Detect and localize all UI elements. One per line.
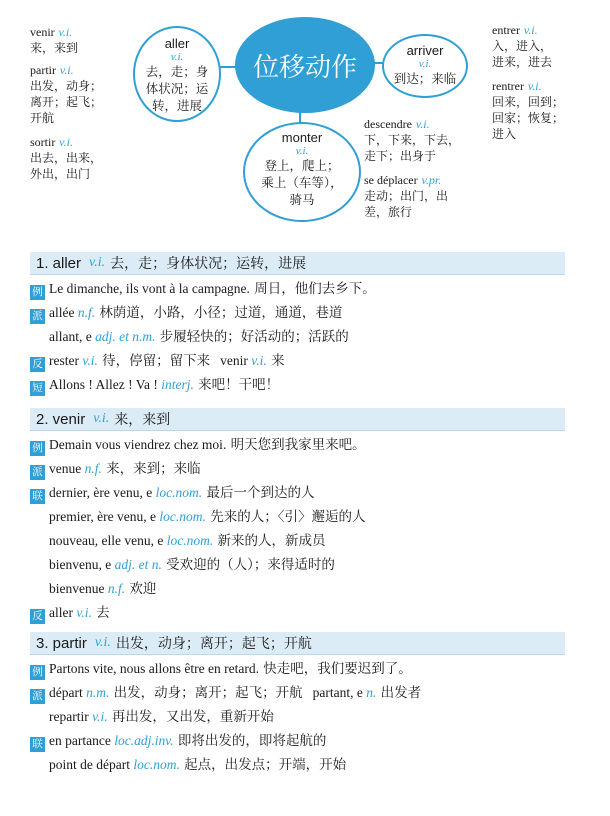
side-word: entrer [492, 23, 520, 37]
entry-pos: v.i. [93, 411, 110, 426]
entry-pos: v.i. [89, 255, 106, 270]
side-pos: v.i. [58, 25, 73, 39]
row-tag: 例 [30, 441, 45, 456]
row-chinese: 步履轻快的；好活动的；活跃的 [155, 329, 349, 345]
row-pos: v.i. [76, 605, 92, 620]
row-french: point de départ [49, 757, 134, 772]
row-chinese: 最后一个到达的人 [202, 485, 315, 501]
side-word: partir [30, 63, 56, 77]
entry-definition: 来，来到 [114, 412, 171, 428]
row-chinese: 来，来到；来临 [101, 461, 201, 477]
bubble-aller [133, 26, 221, 122]
row-tag: 例 [30, 665, 45, 680]
row-french: partant, e [312, 685, 367, 700]
bubble-word: aller [164, 36, 190, 51]
bubble-pos: v.i. [295, 145, 309, 157]
row-pos: interj. [161, 377, 194, 392]
side-word: sortir [30, 135, 56, 149]
bubble-pos: v.i. [418, 58, 432, 70]
row-tag: 短 [30, 381, 45, 396]
row-pos: n.m. [86, 685, 110, 700]
row-pos: v.i. [82, 353, 98, 368]
side-def-line: 出发，动身； [30, 79, 103, 93]
entry-headword: 1. aller [36, 254, 82, 272]
row-tag: 派 [30, 309, 45, 324]
row-chinese: 受欢迎的（人）；来得适时的 [161, 557, 335, 573]
row-french: Le dimanche, ils vont à la campagne. [49, 281, 250, 296]
side-entry-rentrer [492, 78, 564, 142]
row-pos: n. [366, 685, 377, 700]
side-word: se déplacer [364, 173, 418, 187]
side-entry-entrer [492, 22, 552, 70]
bubble-pos: v.i. [170, 51, 184, 63]
mindmap-center: 位移动作 [235, 17, 375, 113]
row-french: en partance [49, 733, 115, 748]
row-pos: loc.adj.inv. [114, 733, 174, 748]
row-chinese: 出发者 [376, 685, 422, 701]
row-chinese: 新来的人，新成员 [213, 533, 326, 549]
entry-row [30, 376, 279, 396]
row-chinese: 即将出发的，即将起航的 [173, 733, 327, 749]
side-def-line: 来，来到 [30, 41, 79, 55]
row-pos: loc.nom. [133, 757, 180, 772]
bubble-arriver [382, 34, 468, 98]
bubble-word: arriver [406, 43, 444, 58]
entry-headword: 2. venir [36, 410, 86, 428]
side-def-line: 离开；起飞； [30, 95, 103, 109]
side-def-line: 开航 [30, 111, 55, 125]
section-header [30, 252, 565, 275]
row-pos: n.f. [77, 305, 96, 320]
side-def-line: 进来，进去 [492, 55, 553, 69]
side-pos: v.pr. [421, 173, 442, 187]
row-tag: 反 [30, 609, 45, 624]
entry-row [49, 532, 326, 550]
entry-row [30, 732, 326, 752]
side-def-line: 下，下来，下去， [364, 133, 461, 147]
row-chinese: 待，停留；留下来 [97, 353, 211, 369]
side-entry-descendre [364, 116, 460, 164]
entry-definition: 出发，动身；离开；起飞；开航 [115, 636, 312, 652]
side-word: rentrer [492, 79, 524, 93]
entry-row [30, 304, 342, 324]
row-chinese: 来吧！干吧！ [193, 377, 280, 393]
bubble-def-line: 登上，爬上； [264, 158, 340, 173]
side-word: venir [30, 25, 55, 39]
row-chinese: 快走吧，我们要迟到了。 [258, 661, 412, 677]
bubble-def-line: 去，走；身 [145, 64, 209, 79]
bubble-word: monter [281, 130, 323, 145]
row-french: dernier, ère venu, e [49, 485, 156, 500]
row-chinese: 来 [266, 353, 285, 369]
row-french: bienvenue [49, 581, 108, 596]
side-pos: v.i. [523, 23, 538, 37]
row-chinese: 出发，动身；离开；起飞；开航 [109, 685, 303, 701]
side-word: descendre [364, 117, 412, 131]
side-pos: v.i. [59, 135, 73, 149]
row-pos: adj. et n. [114, 557, 162, 572]
entry-row [30, 352, 285, 372]
side-entry-partir [30, 62, 102, 126]
entry-row [49, 328, 349, 346]
row-french: Allons ! Allez ! Va ! [49, 377, 162, 392]
entry-definition: 去，走；身体状况；运转，进展 [110, 256, 307, 272]
side-def-line: 走动；出门，出 [364, 189, 449, 203]
row-tag: 派 [30, 465, 45, 480]
row-tag: 联 [30, 737, 45, 752]
side-pos: v.i. [59, 63, 74, 77]
side-entry-se-deplacer [364, 172, 448, 220]
row-french: départ [49, 685, 87, 700]
side-def-line: 进入 [492, 127, 517, 141]
row-french: Partons vite, nous allons être en retard. [49, 661, 259, 676]
section-header [30, 632, 565, 655]
side-def-line: 走下；出身于 [364, 149, 437, 163]
row-chinese: 周日，他们去乡下。 [249, 281, 376, 297]
entry-row [30, 484, 314, 504]
row-pos: v.i. [92, 709, 108, 724]
row-chinese: 明天您到我家里来吧。 [226, 437, 366, 453]
row-chinese: 先来的人；〈引〉邂逅的人 [205, 509, 366, 525]
row-french: bienvenu, e [49, 557, 115, 572]
entry-headword: 3. partir [36, 634, 87, 652]
entry-row [49, 756, 346, 774]
row-french: Demain vous viendrez chez moi. [49, 437, 227, 452]
row-french: repartir [49, 709, 93, 724]
side-pos: v.i. [415, 117, 430, 131]
side-entry-sortir [30, 134, 102, 182]
row-chinese: 去 [91, 605, 110, 621]
row-chinese: 再出发，又出发，重新开始 [107, 709, 274, 725]
side-def-line: 回来，回到； [492, 95, 565, 109]
row-pos: v.i. [251, 353, 267, 368]
row-pos: loc.nom. [155, 485, 203, 500]
side-entry-venir [30, 24, 78, 56]
side-def-line: 回家；恢复； [492, 111, 565, 125]
side-def-line: 入，进入， [492, 39, 553, 53]
row-pos: n.f. [84, 461, 102, 476]
entry-row [30, 460, 201, 480]
row-french: allée [49, 305, 78, 320]
side-def-line: 出去，出来， [30, 151, 103, 165]
row-pos: loc.nom. [159, 509, 206, 524]
bubble-def-line: 到达；来临 [393, 71, 457, 86]
row-chinese: 林荫道，小路，小径；过道，通道，巷道 [95, 305, 343, 321]
entry-row [30, 604, 110, 624]
row-french: aller [49, 605, 77, 620]
entry-row [30, 436, 366, 456]
row-french: allant, e [49, 329, 96, 344]
row-pos: adj. et n.m. [95, 329, 156, 344]
row-pos: n.f. [107, 581, 126, 596]
row-french: venir [220, 353, 252, 368]
bubble-def-line: 转，进展 [151, 98, 202, 113]
section-header [30, 408, 565, 431]
row-french: rester [49, 353, 83, 368]
bubble-def-line: 体状况；运 [145, 81, 209, 96]
row-french: premier, ère venu, e [49, 509, 160, 524]
row-tag: 例 [30, 285, 45, 300]
row-french: venue [49, 461, 85, 476]
row-chinese: 欢迎 [125, 581, 157, 597]
row-french: nouveau, elle venu, e [49, 533, 167, 548]
side-def-line: 差，旅行 [364, 205, 413, 219]
entry-row [49, 580, 156, 598]
entry-row [49, 556, 335, 574]
bubble-def-line: 乘上（车等）， [261, 175, 343, 190]
row-chinese: 起点，出发点；开端，开始 [179, 757, 347, 773]
row-pos: loc.nom. [166, 533, 214, 548]
entry-row [49, 508, 365, 526]
side-def-line: 外出，出门 [30, 167, 91, 181]
entry-row [30, 280, 376, 300]
row-tag: 联 [30, 489, 45, 504]
entry-row [30, 684, 421, 704]
bubble-def-line: 骑马 [289, 192, 315, 207]
side-pos: v.i. [527, 79, 542, 93]
bubble-monter [243, 122, 361, 222]
entry-pos: v.i. [94, 635, 111, 650]
entry-row [30, 660, 412, 680]
row-tag: 反 [30, 357, 45, 372]
row-tag: 派 [30, 689, 45, 704]
entry-row [49, 708, 274, 726]
